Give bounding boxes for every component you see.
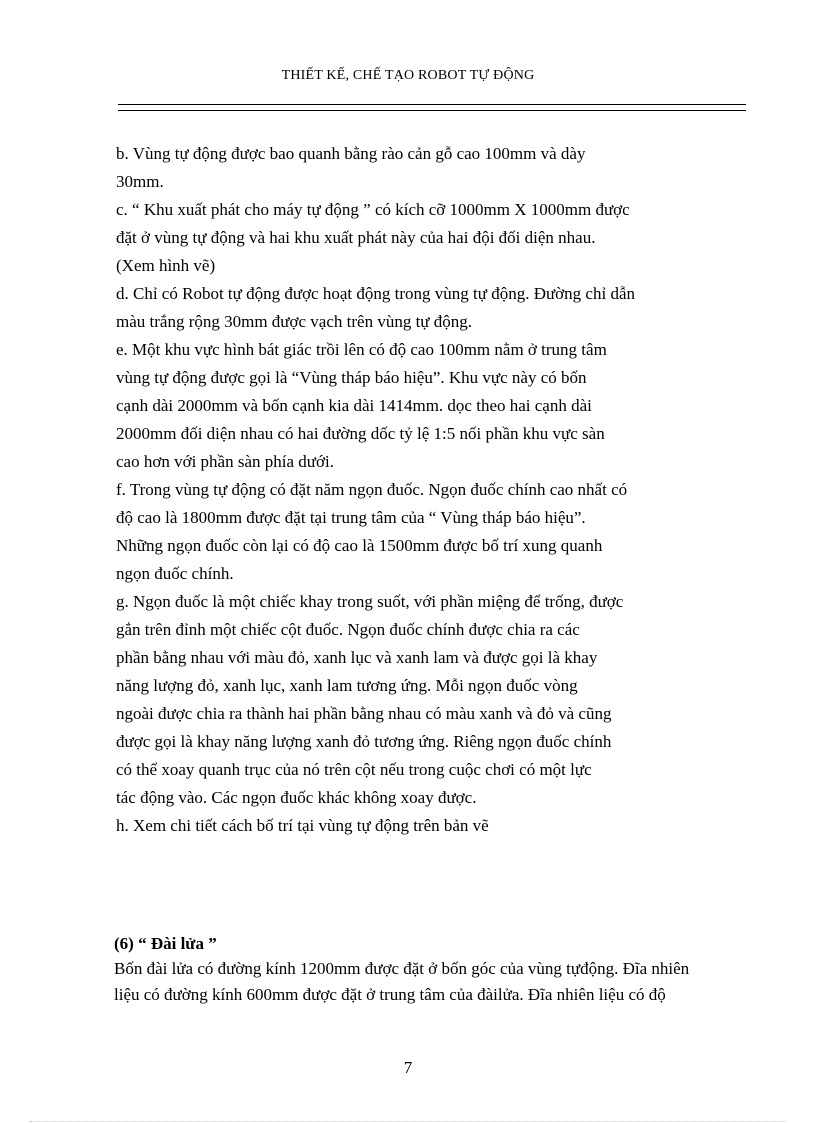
body-line: độ cao là 1800mm được đặt tại trung tâm của “ Vùng tháp báo hiệu”. (116, 508, 586, 527)
body-line: đặt ở vùng tự động và hai khu xuất phát này của hai đội đối diện nhau. (116, 228, 596, 247)
body-line: 2000mm đối diện nhau có hai đường dốc tỷ lệ 1:5 nối phần khu vực sàn (116, 424, 605, 443)
body-line: d. Chỉ có Robot tự động được hoạt động trong vùng tự động. Đường chỉ dẫn (116, 284, 635, 303)
header-double-rule (118, 104, 746, 111)
section-heading: (6) “ Đài lửa ” (114, 934, 217, 953)
body-line: cao hơn với phần sàn phía dưới. (116, 452, 334, 471)
body-line: tác động vào. Các ngọn đuốc khác không xoay được. (116, 788, 477, 807)
body-line: được gọi là khay năng lượng xanh đỏ tương ứng. Riêng ngọn đuốc chính (116, 732, 612, 751)
body-line: e. Một khu vực hình bát giác trồi lên có độ cao 100mm nằm ở trung tâm (116, 340, 607, 359)
body-line: màu trắng rộng 30mm được vạch trên vùng tự động. (116, 312, 473, 331)
body-line: phần bằng nhau với màu đỏ, xanh lục và xanh lam và được gọi là khay (116, 648, 598, 667)
body-line: g. Ngọn đuốc là một chiếc khay trong suốt, với phần miệng để trống, được (116, 592, 624, 611)
section-line: liệu có đường kính 600mm được đặt ở trung tâm của đàilửa. Đĩa nhiên liệu có độ (114, 985, 666, 1004)
body-line: ngoài được chia ra thành hai phần bằng nhau có màu xanh và đỏ và cũng (116, 704, 612, 723)
body-line: 30mm. (116, 172, 164, 191)
body-line: ngọn đuốc chính. (116, 564, 234, 583)
section-line: Bốn đài lửa có đường kính 1200mm được đặt ở bốn góc của vùng tựđộng. Đĩa nhiên (114, 959, 690, 978)
body-line: năng lượng đỏ, xanh lục, xanh lam tương ứng. Mỗi ngọn đuốc vòng (116, 676, 578, 695)
body-line: Những ngọn đuốc còn lại có độ cao là 1500mm được bố trí xung quanh (116, 536, 603, 555)
body-line: gắn trên đỉnh một chiếc cột đuốc. Ngọn đuốc chính được chia ra các (116, 620, 580, 639)
body-line: c. “ Khu xuất phát cho máy tự động ” có kích cỡ 1000mm X 1000mm được (116, 200, 630, 219)
section-text (114, 956, 804, 1008)
body-line: b. Vùng tự động được bao quanh bằng rào cản gỗ cao 100mm và dày (116, 144, 586, 163)
body-line: có thể xoay quanh trục của nó trên cột nếu trong cuộc chơi có một lực (116, 760, 592, 779)
footer-dotted-divider (30, 1121, 786, 1122)
page-number: 7 (403, 1058, 413, 1077)
body-line: vùng tự động được gọi là “Vùng tháp báo hiệu”. Khu vực này có bốn (116, 368, 587, 387)
body-line: cạnh dài 2000mm và bốn cạnh kia dài 1414mm. dọc theo hai cạnh dài (116, 396, 592, 415)
page-header-title: THIẾT KẾ, CHẾ TẠO ROBOT TỰ ĐỘNG (281, 68, 535, 83)
body-line: h. Xem chi tiết cách bố trí tại vùng tự động trên bản vẽ (116, 816, 489, 835)
body-text (116, 140, 756, 840)
body-line: f. Trong vùng tự động có đặt năm ngọn đuốc. Ngọn đuốc chính cao nhất có (116, 480, 628, 499)
body-line: (Xem hình vẽ) (116, 256, 216, 275)
